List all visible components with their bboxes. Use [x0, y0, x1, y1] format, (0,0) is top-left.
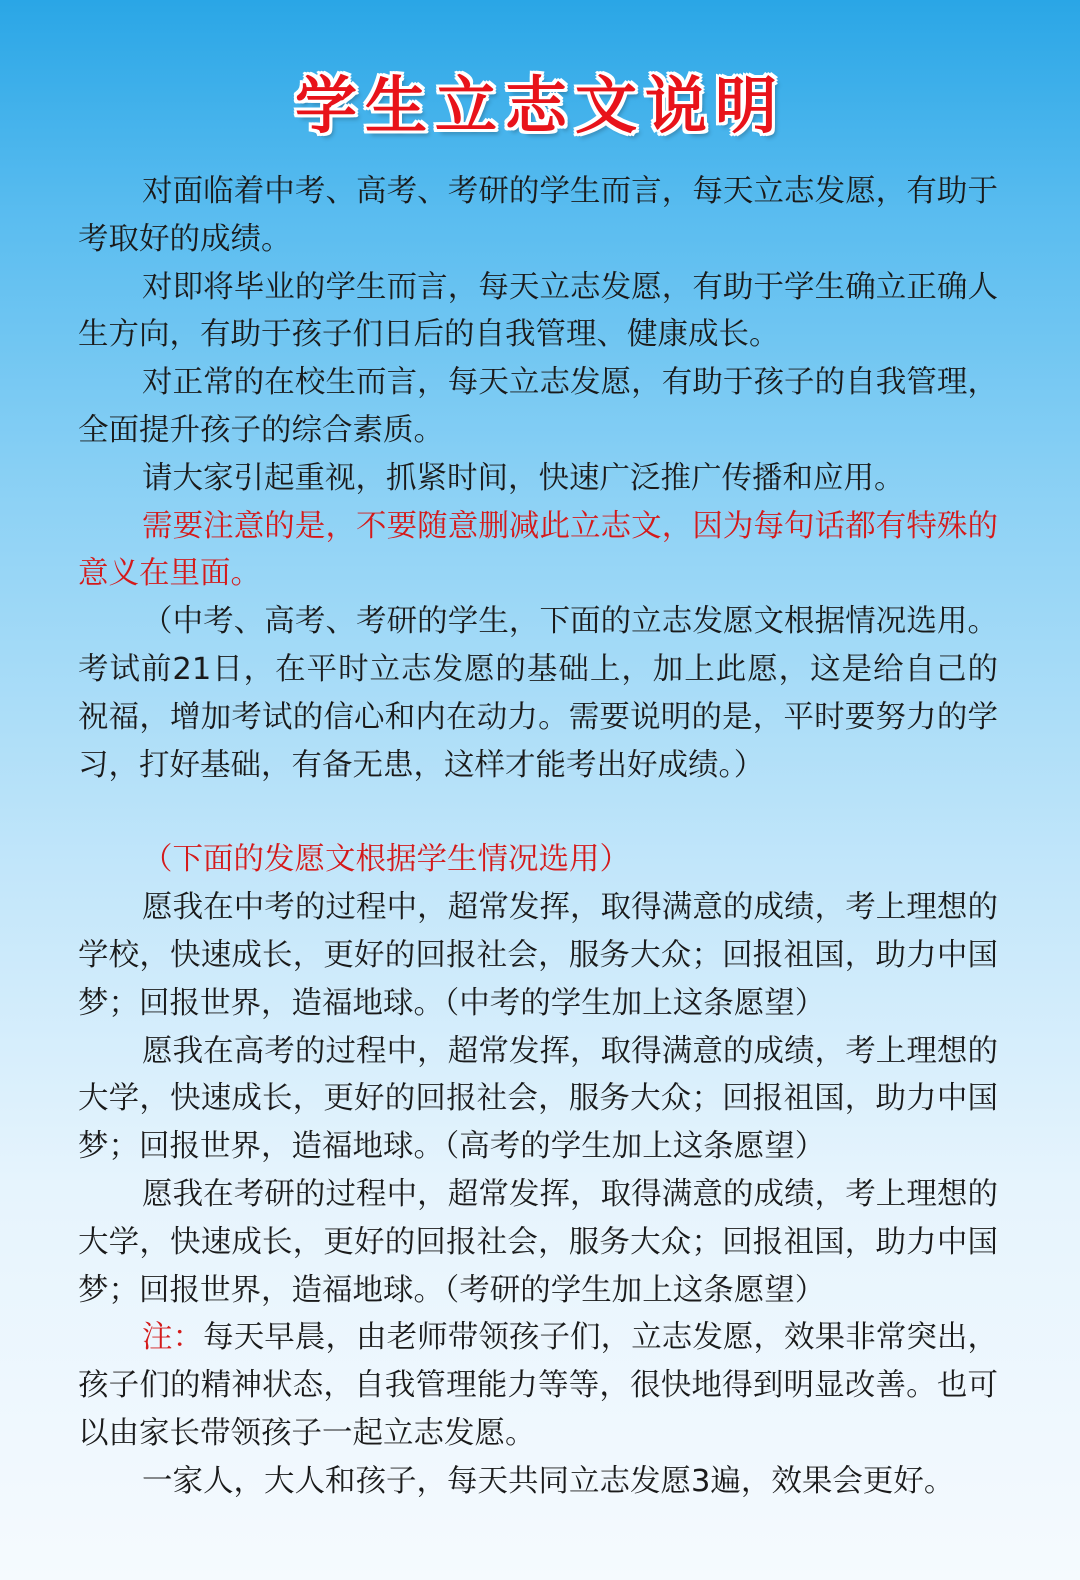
intro-paragraph-promote: 请大家引起重视，抓紧时间，快速广泛推广传播和应用。: [142, 460, 905, 496]
note-label: 注：: [142, 1320, 204, 1356]
vow-zhongkao: 愿我在中考的过程中，超常发挥，取得满意的成绩，考上理想的学校，快速成长，更好的回报社会，服务大众；回报祖国，助力中国梦；回报世界，造福地球。（中考的学生加上这条愿望）: [78, 890, 998, 1021]
intro-paragraph-exams: 对面临着中考、高考、考研的学生而言，每天立志发愿，有助于考取好的成绩。: [78, 174, 998, 257]
intro-paragraph-students: 对正常的在校生而言，每天立志发愿，有助于孩子的自我管理，全面提升孩子的综合素质。: [78, 365, 998, 448]
note-text: 每天早晨，由老师带领孩子们，立志发愿，效果非常突出，孩子们的精神状态，自我管理能力等等，很快地得到明显改善。也可以由家长带领孩子一起立志发愿。: [78, 1320, 999, 1451]
poster-body: [78, 168, 998, 1506]
vow-kaoyan: 愿我在考研的过程中，超常发挥，取得满意的成绩，考上理想的大学，快速成长，更好的回报社会，服务大众；回报祖国，助力中国梦；回报世界，造福地球。（考研的学生加上这条愿望）: [78, 1176, 998, 1308]
vow-gaokao: 愿我在高考的过程中，超常发挥，取得满意的成绩，考上理想的大学，快速成长，更好的回报社会，服务大众；回报祖国，助力中国梦；回报世界，造福地球。（高考的学生加上这条愿望）: [78, 1033, 998, 1165]
page-title: 学生立志文说明: [294, 69, 785, 142]
warning-paragraph: 需要注意的是，不要随意删减此立志文，因为每句话都有特殊的意义在里面。: [78, 508, 998, 592]
note-paragraph: [78, 1314, 998, 1457]
family-paragraph: 一家人，大人和孩子，每天共同立志发愿3遍，效果会更好。: [142, 1463, 955, 1499]
vows-heading: （下面的发愿文根据学生情况选用）: [142, 842, 630, 878]
section-spacer: [78, 789, 998, 836]
intro-paragraph-usage: （中考、高考、考研的学生，下面的立志发愿文根据情况选用。考试前21日，在平时立志发愿的基础上，加上此愿，这是给自己的祝福，增加考试的信心和内在动力。需要说明的是，平时要努力的学习，打好基础，有备无患，这样才能考出好成绩。）: [78, 604, 998, 783]
intro-paragraph-graduates: 对即将毕业的学生而言，每天立志发愿，有助于学生确立正确人生方向，有助于孩子们日后的自我管理、健康成长。: [78, 269, 998, 353]
